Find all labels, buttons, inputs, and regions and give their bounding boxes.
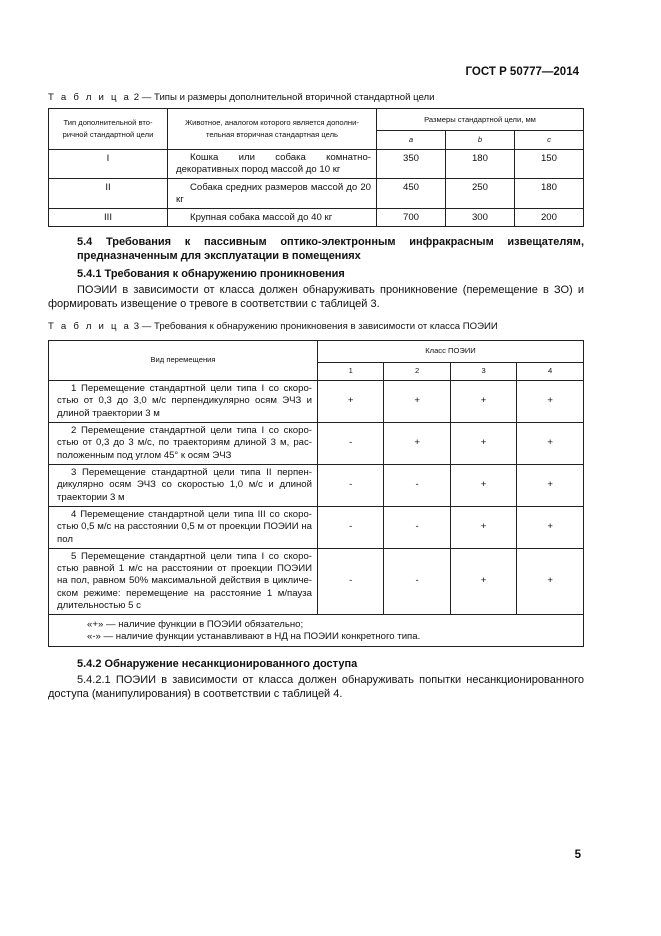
section-5-4-2-1-text: 5.4.2.1 ПОЭИИ в зависимости от класса должен обнаруживать попытки несанкционированного доступа (манипулирования) в соответствии с таблицей 4. (48, 674, 584, 700)
table3-cell-v2: - (384, 465, 450, 507)
table3-cell-v3: + (450, 465, 516, 507)
section-5-4-1-text: ПОЭИИ в зависимости от класса должен обнаруживать проникновение (перемещение в ЗО) и формировать извещение о тревоге в соответствии с таблицей 3. (48, 284, 584, 310)
table3-cell-v3: + (450, 507, 516, 549)
table3-class-2: 2 (384, 363, 450, 381)
table3-cell-v4: + (517, 423, 584, 465)
table2-cell-a: 450 (377, 179, 446, 209)
table3-class-3: 3 (450, 363, 516, 381)
table2-cell-b: 180 (445, 150, 514, 179)
table3-class-4: 4 (517, 363, 584, 381)
section-5-4-1-heading: 5.4.1 Требования к обнаружению проникновения (77, 268, 345, 280)
table2-col-animal: Животное, аналогом которого является дополни-тельная вторичная стандартная цель (168, 109, 377, 150)
table3-cell-v4: + (517, 507, 584, 549)
table3-note-plus: «+» — наличие функции в ПОЭИИ обязательно; (87, 618, 304, 630)
table-row (49, 507, 584, 549)
table2-cell-c: 180 (514, 179, 583, 209)
table3-cell-v3: + (450, 549, 516, 615)
table3-cell-v1: - (318, 549, 384, 615)
table2-cell-a: 350 (377, 150, 446, 179)
table3-caption-label: Т а б л и ц а (48, 321, 132, 332)
table3-cell-v2: + (384, 423, 450, 465)
table3-col-move: Вид перемещения (49, 341, 318, 381)
table2-caption (48, 92, 435, 103)
table-row (49, 209, 584, 227)
table-row (49, 423, 584, 465)
table2-caption-label: Т а б л и ц а (48, 92, 132, 103)
table2-cell-c: 200 (514, 209, 583, 227)
table-row (49, 150, 584, 179)
table3-cell-v1: + (318, 381, 384, 423)
table2-caption-text: 2 — Типы и размеры дополнительной вторичной стандартной цели (133, 92, 435, 103)
table3-cell-v4: + (517, 465, 584, 507)
table2-sub-a: a (377, 131, 446, 150)
table3-caption-text: 3 — Требования к обнаружению проникновения в зависимости от класса ПОЭИИ (133, 321, 498, 332)
table3-cell-desc: 2 Перемещение стандартной цели типа I со скоро-стью от 0,3 до 3 м/с, по траекториям длиной 3 м, рас-положенным под углом 45° к осям ЭЧЗ (49, 423, 318, 465)
table2-col-type: Тип дополнительной вто-ричной стандартной цели (49, 109, 168, 150)
table3-cell-desc: 4 Перемещение стандартной цели типа III со скоро-стью 0,5 м/с на расстоянии 0,5 м от проекции ПОЭИИ на пол (49, 507, 318, 549)
table3-col-class: Класс ПОЭИИ (318, 341, 584, 363)
table3-cell-v4: + (517, 381, 584, 423)
table-row (49, 465, 584, 507)
table3-cell-v4: + (517, 549, 584, 615)
table3-cell-v3: + (450, 423, 516, 465)
table3-cell-v3: + (450, 381, 516, 423)
table3 (48, 340, 584, 647)
table-row (49, 381, 584, 423)
table2-cell-a: 700 (377, 209, 446, 227)
table-row (49, 549, 584, 615)
table3-note-minus: «-» — наличие функции устанавливают в НД на ПОЭИИ конкретного типа. (87, 630, 421, 642)
table2-cell-type: III (49, 209, 168, 227)
table2-cell-animal: Собака средних размеров массой до 20 кг (168, 179, 377, 209)
table3-cell-v2: - (384, 549, 450, 615)
section-5-4-heading: 5.4 Требования к пассивным оптико-электронным инфракрасным извещателям, предназначенным для эксплуатации в помещениях (77, 236, 584, 262)
table2-cell-c: 150 (514, 150, 583, 179)
table2-header-row (49, 109, 584, 131)
table2-col-sizes: Размеры стандартной цели, мм (377, 109, 584, 131)
table3-cell-desc: 1 Перемещение стандартной цели типа I со скоро-стью от 0,3 до 3,0 м/с перпендикулярно осям ЭЧЗ и длиной траектории 3 м (49, 381, 318, 423)
table3-cell-v2: + (384, 381, 450, 423)
page-number: 5 (574, 849, 581, 861)
table3-cell-v1: - (318, 465, 384, 507)
table3-notes (49, 615, 584, 647)
table2-cell-b: 250 (445, 179, 514, 209)
table2 (48, 108, 584, 227)
table3-cell-v1: - (318, 507, 384, 549)
table3-class-1: 1 (318, 363, 384, 381)
table2-cell-animal: Кошка или собака комнатно-декоративных пород массой до 10 кг (168, 150, 377, 179)
table2-cell-type: I (49, 150, 168, 179)
table-row (49, 179, 584, 209)
table3-cell-desc: 3 Перемещение стандартной цели типа II перпен-дикулярно осям ЭЧЗ со скоростью 1,0 м/с и длиной траектории 3 м (49, 465, 318, 507)
section-5-4-2-heading: 5.4.2 Обнаружение несанкционированного доступа (77, 658, 358, 670)
table2-cell-type: II (49, 179, 168, 209)
table2-sub-b: b (445, 131, 514, 150)
document-code: ГОСТ Р 50777—2014 (465, 66, 579, 78)
table2-cell-animal: Крупная собака массой до 40 кг (168, 209, 377, 227)
table2-cell-b: 300 (445, 209, 514, 227)
table3-notes-row (49, 615, 584, 647)
table3-header-row (49, 341, 584, 363)
table3-cell-v2: - (384, 507, 450, 549)
table3-cell-v1: - (318, 423, 384, 465)
table3-caption (48, 321, 498, 332)
table2-sub-c: c (514, 131, 583, 150)
table3-cell-desc: 5 Перемещение стандартной цели типа I со скоро-стью равной 1 м/с на расстоянии от проекции ПОЭИИ на пол, равном 50% максимальной действия в цикличе-ском режиме: перемещение на расстояние 1 м/пауза длительностью 5 с (49, 549, 318, 615)
